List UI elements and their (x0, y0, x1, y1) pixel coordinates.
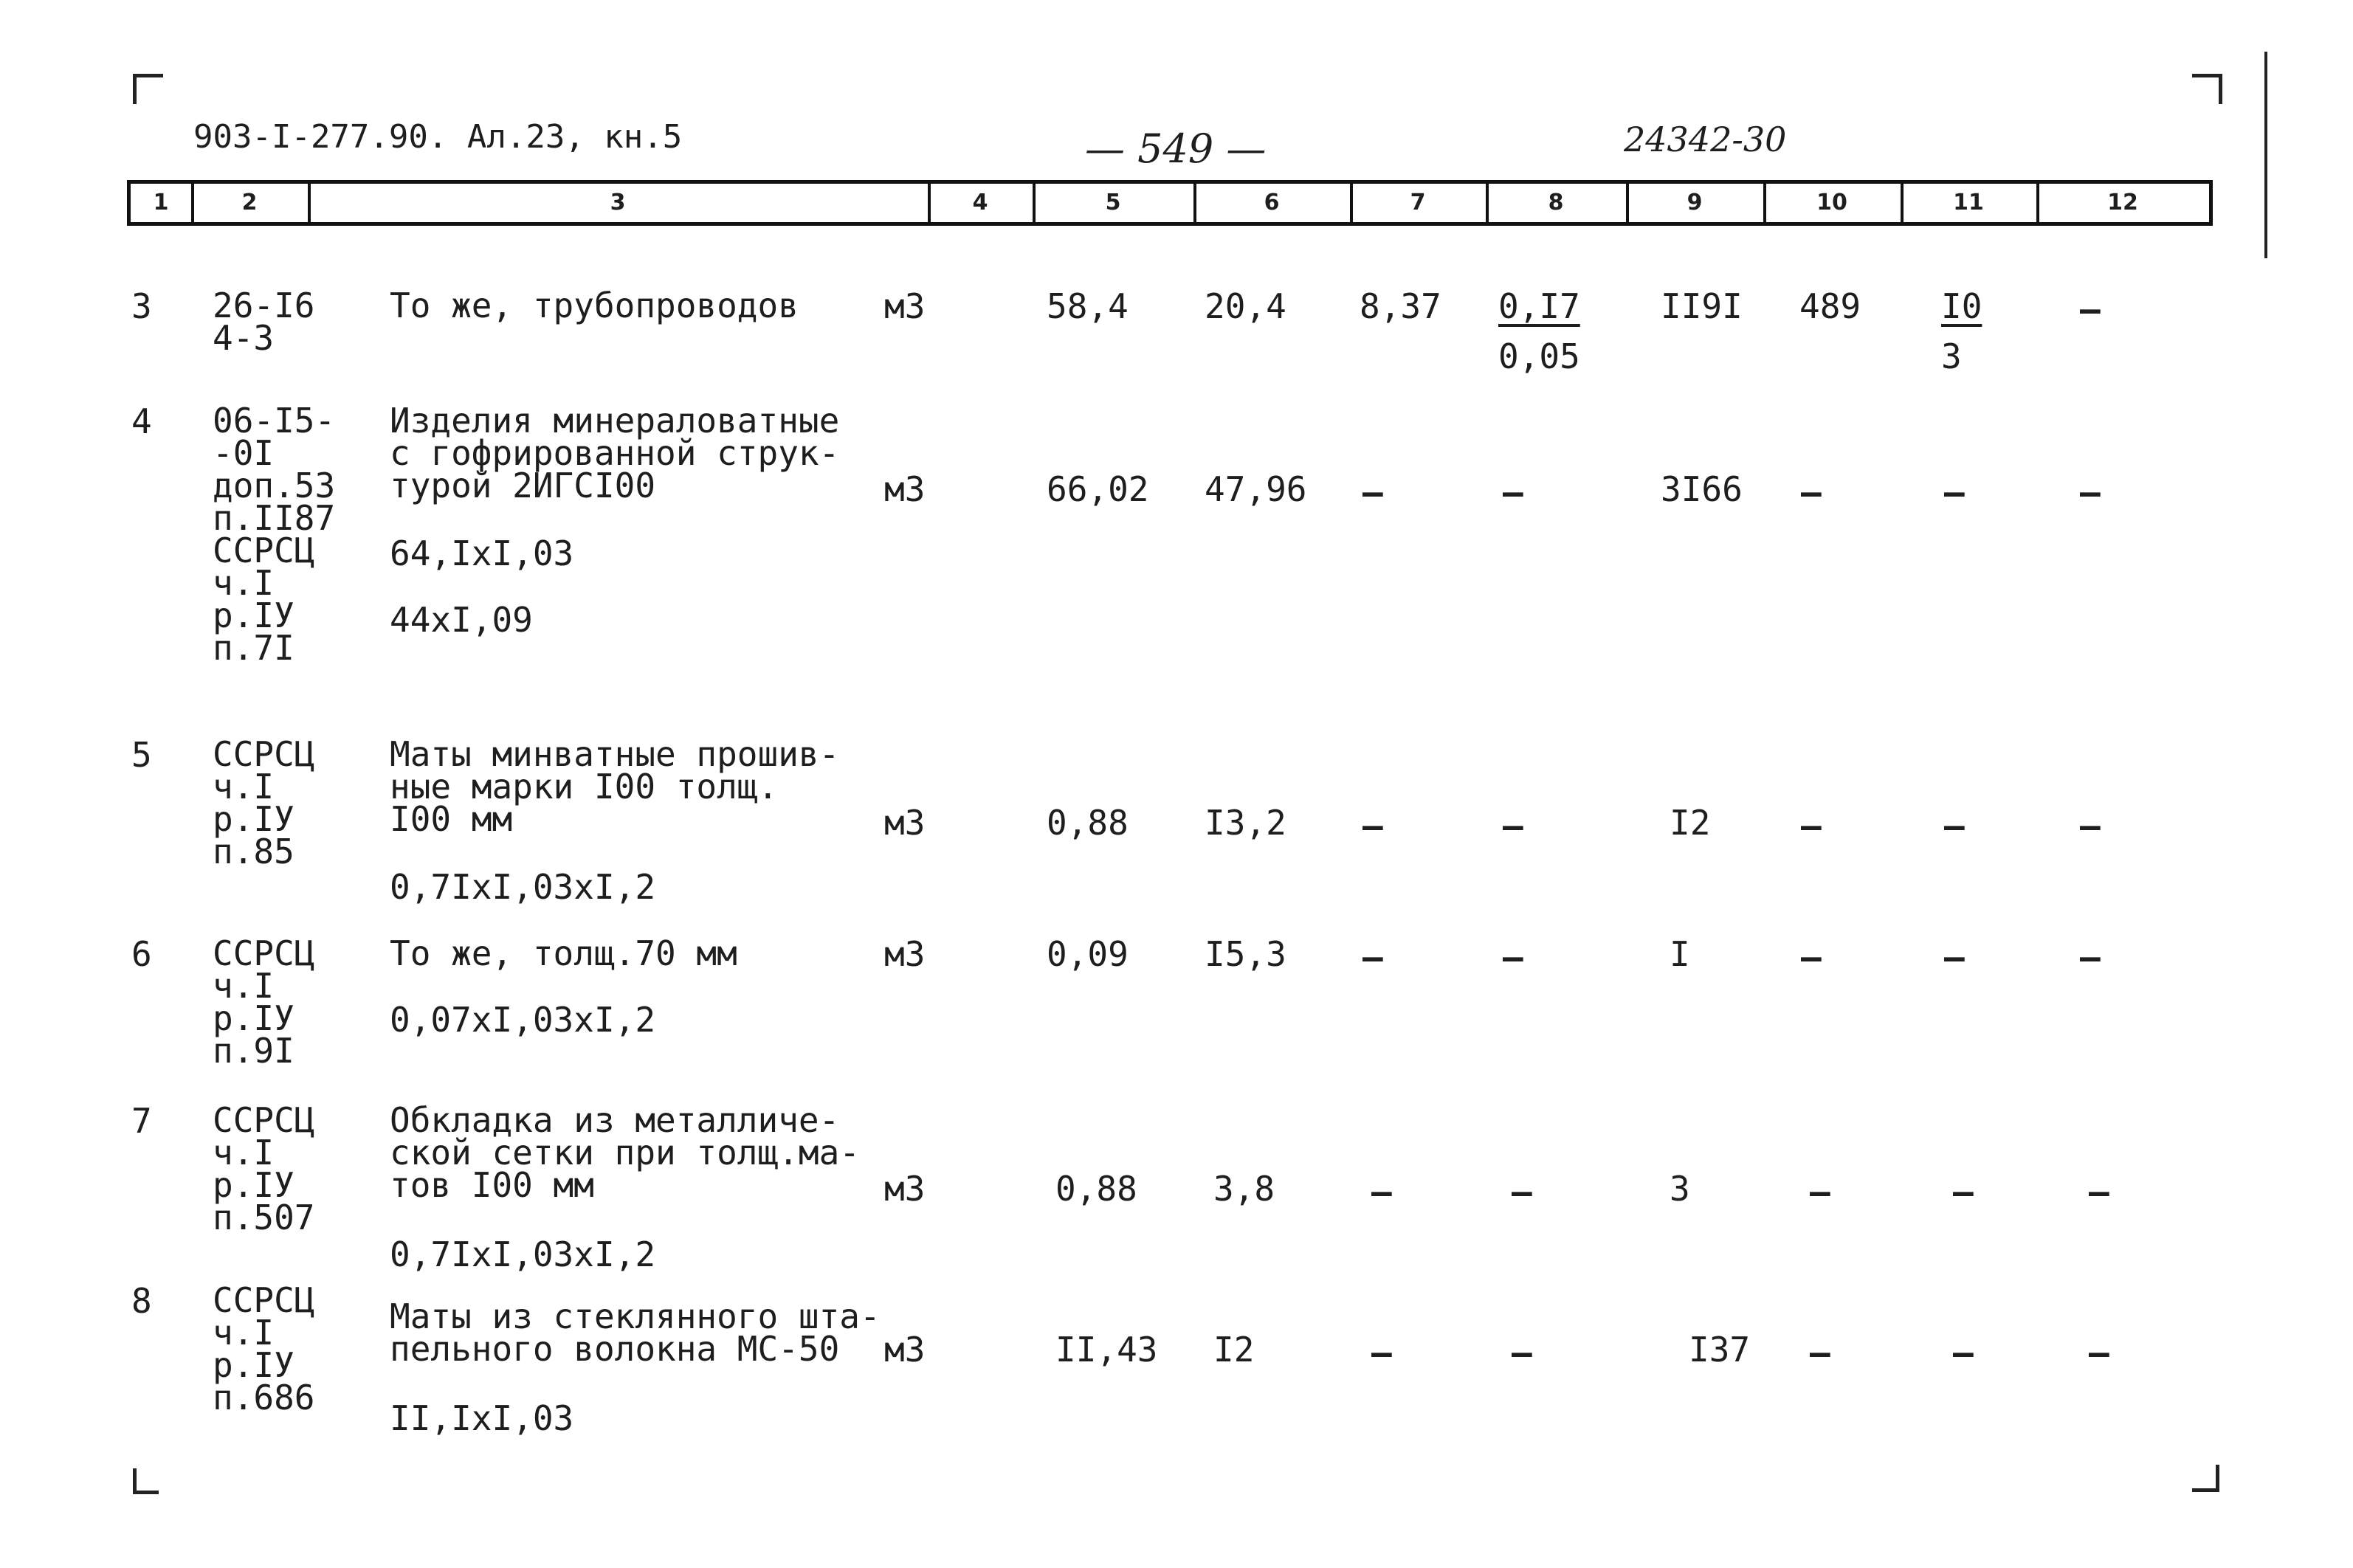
row-col10: – (1801, 937, 1822, 977)
row-col9: 3 (1670, 1169, 1690, 1209)
row-col6: I5,3 (1205, 934, 1286, 974)
row-col7: – (1362, 806, 1383, 846)
row-calculation: 0,7IxI,03xI,2 (390, 867, 656, 907)
row-description: Маты минватные прошив- ные марки I00 толщ. I00 мм (390, 734, 840, 839)
row-code: ССРСЦ ч.I р.IУ п.9I (213, 933, 315, 1071)
row-col12: – (2080, 289, 2101, 329)
row-col10: – (1810, 1333, 1830, 1372)
row-unit: м3 (884, 286, 926, 326)
row-code: ССРСЦ ч.I р.IУ п.507 (213, 1100, 315, 1237)
row-col7: 8,37 (1360, 286, 1441, 326)
row-description: Маты из стеклянного шта- пельного волокна МС-50 (390, 1296, 881, 1369)
row-col11: – (1953, 1172, 1974, 1212)
row-unit: м3 (884, 1330, 926, 1370)
row-col6: 20,4 (1205, 286, 1286, 326)
column-number: 4 (972, 190, 988, 215)
row-col10: – (1810, 1172, 1830, 1212)
corner-mark-bottom-right (2192, 1465, 2219, 1492)
row-code: ССРСЦ ч.I р.IУ п.85 (213, 734, 315, 871)
row-col5: 0,09 (1047, 934, 1129, 974)
page-number: — 549 — (1085, 125, 1267, 172)
row-number: 7 (131, 1101, 152, 1141)
row-number: 6 (131, 934, 152, 974)
row-col8-second-line: 0,05 (1498, 336, 1580, 376)
column-number: 8 (1548, 190, 1564, 215)
row-calculation: 44xI,09 (390, 600, 533, 640)
row-col5: II,43 (1055, 1330, 1158, 1370)
row-calculation: 0,7IxI,03xI,2 (390, 1234, 656, 1274)
row-calculation: 0,07xI,03xI,2 (390, 1000, 656, 1040)
row-col11: – (1944, 472, 1965, 512)
row-code: 26-I6 4-3 (213, 286, 315, 358)
row-col6: 47,96 (1205, 469, 1307, 509)
row-col9: I37 (1689, 1330, 1751, 1370)
row-col9: I (1670, 934, 1690, 974)
row-col6: 3,8 (1213, 1169, 1275, 1209)
row-unit: м3 (884, 469, 926, 509)
page-edge-line (2264, 52, 2267, 258)
row-col8: – (1503, 937, 1523, 977)
row-description: То же, трубопроводов (390, 286, 799, 325)
row-unit: м3 (884, 934, 926, 974)
row-code: ССРСЦ ч.I р.IУ п.686 (213, 1280, 315, 1417)
column-number: 3 (610, 190, 626, 215)
document-code: 24342-30 (1624, 120, 1787, 159)
column-number: 7 (1410, 190, 1426, 215)
row-col11: – (1953, 1333, 1974, 1372)
column-number: 1 (153, 190, 169, 215)
row-col11-second-line: 3 (1941, 336, 1962, 376)
row-col12: – (2080, 472, 2101, 512)
row-col9: 3I66 (1661, 469, 1743, 509)
row-col6: I2 (1213, 1330, 1255, 1370)
corner-mark-bottom-left (133, 1468, 159, 1494)
row-col7: – (1362, 937, 1383, 977)
row-col11: – (1944, 937, 1965, 977)
row-col5: 0,88 (1055, 1169, 1137, 1209)
row-col7: – (1371, 1333, 1392, 1372)
corner-mark-top-right (2192, 74, 2222, 104)
row-col12: – (2089, 1172, 2109, 1212)
row-unit: м3 (884, 803, 926, 843)
row-calculation: II,IxI,03 (390, 1398, 574, 1438)
row-col8: – (1512, 1333, 1532, 1372)
row-col5: 58,4 (1047, 286, 1129, 326)
row-col12: – (2080, 937, 2101, 977)
row-description: Изделия минераловатные с гофрированной струк- турой 2ИГСI00 (390, 401, 840, 505)
row-col10: 489 (1799, 286, 1861, 326)
column-number: 6 (1264, 190, 1280, 215)
column-number-header (127, 180, 2213, 226)
row-col7: – (1371, 1172, 1392, 1212)
column-number: 10 (1816, 190, 1847, 215)
row-col8: – (1512, 1172, 1532, 1212)
row-number: 5 (131, 735, 152, 775)
row-col12: – (2089, 1333, 2109, 1372)
row-description: Обкладка из металличе- ской сетки при толщ.ма- тов I00 мм (390, 1100, 860, 1205)
row-code: 06-I5- -0I доп.53 п.II87 ССРСЦ ч.I р.IУ п.7I (213, 401, 336, 668)
row-col9: II9I (1661, 286, 1743, 326)
corner-mark-top-left (133, 74, 163, 104)
row-col12: – (2080, 806, 2101, 846)
row-description: То же, толщ.70 мм (390, 933, 737, 973)
row-col11: – (1944, 806, 1965, 846)
document-reference: 903-I-277.90. Ал.23, кн.5 (193, 118, 683, 156)
column-number: 12 (2107, 190, 2138, 215)
row-col9: I2 (1670, 803, 1711, 843)
row-col8: – (1503, 806, 1523, 846)
row-number: 3 (131, 286, 152, 326)
row-col5: 66,02 (1047, 469, 1149, 509)
row-col8: – (1503, 472, 1523, 512)
column-number: 11 (1953, 190, 1984, 215)
row-number: 4 (131, 401, 152, 441)
row-number: 8 (131, 1281, 152, 1321)
row-col5: 0,88 (1047, 803, 1129, 843)
row-calculation: 64,IxI,03 (390, 533, 574, 573)
column-number: 5 (1105, 190, 1121, 215)
row-col7: – (1362, 472, 1383, 512)
row-col10: – (1801, 472, 1822, 512)
row-col11: I0 (1941, 286, 1982, 326)
column-number: 2 (241, 190, 258, 215)
row-unit: м3 (884, 1169, 926, 1209)
column-number: 9 (1687, 190, 1703, 215)
row-col8: 0,I7 (1498, 286, 1580, 326)
row-col10: – (1801, 806, 1822, 846)
row-col6: I3,2 (1205, 803, 1286, 843)
